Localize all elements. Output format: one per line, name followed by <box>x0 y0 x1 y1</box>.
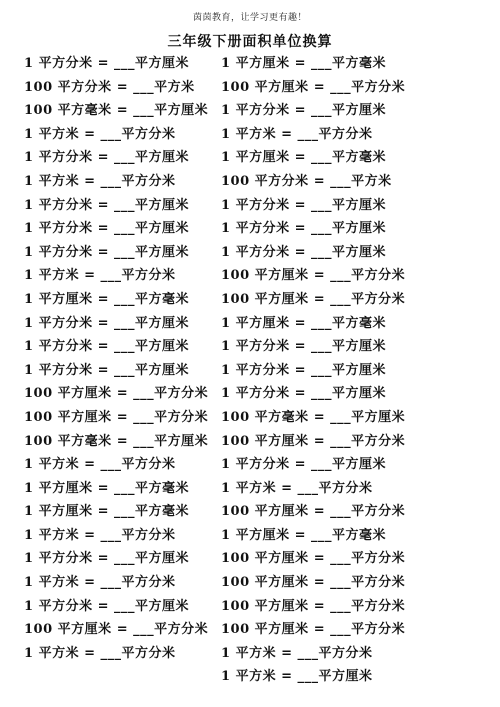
exercise-item: 1 平方分米 = ___平方厘米 <box>24 56 190 71</box>
exercise-item: 1 平方厘米 = ___平方毫米 <box>221 315 387 331</box>
exercise-item: 1 平方米 = ___平方分米 <box>24 126 176 142</box>
exercise-item: 1 平方米 = ___平方分米 <box>24 527 176 543</box>
exercise-item: 100 平方厘米 = ___平方分米 <box>24 409 209 425</box>
exercise-item: 1 平方分米 = ___平方厘米 <box>24 339 190 355</box>
exercise-item: 1 平方分米 = ___平方厘米 <box>221 362 387 378</box>
exercise-item: 1 平方米 = ___平方分米 <box>24 268 176 284</box>
exercise-item: 100 平方厘米 = ___平方分米 <box>221 291 406 307</box>
exercise-item: 1 平方分米 = ___平方厘米 <box>24 551 190 567</box>
exercise-item: 1 平方分米 = ___平方厘米 <box>24 150 190 166</box>
exercise-item: 1 平方分米 = ___平方厘米 <box>221 339 387 355</box>
exercise-item: 100 平方厘米 = ___平方分米 <box>221 504 406 520</box>
left-exercise-column <box>24 52 244 665</box>
exercise-item: 1 平方米 = ___平方分米 <box>221 645 373 661</box>
exercise-item: 100 平方厘米 = ___平方分米 <box>24 622 209 638</box>
exercise-item: 1 平方厘米 = ___平方毫米 <box>24 504 190 520</box>
exercise-item: 100 平方厘米 = ___平方分米 <box>221 79 406 95</box>
exercise-item: 1 平方分米 = ___平方厘米 <box>24 362 190 378</box>
exercise-item: 1 平方厘米 = ___平方毫米 <box>221 56 387 71</box>
exercise-item: 100 平方厘米 = ___平方分米 <box>24 386 209 402</box>
exercise-item: 100 平方厘米 = ___平方分米 <box>221 551 406 567</box>
exercise-item: 1 平方米 = ___平方分米 <box>24 173 176 189</box>
exercise-item: 100 平方厘米 = ___平方分米 <box>221 268 406 284</box>
exercise-item: 1 平方分米 = ___平方厘米 <box>24 197 190 213</box>
page-header: 茵茵教育，让学习更有趣！ <box>192 13 307 23</box>
exercise-item: 1 平方米 = ___平方分米 <box>24 575 176 591</box>
right-exercise-column <box>221 52 441 689</box>
exercise-item: 1 平方米 = ___平方厘米 <box>221 669 373 685</box>
exercise-item: 1 平方分米 = ___平方厘米 <box>24 598 190 614</box>
exercise-item: 1 平方分米 = ___平方厘米 <box>221 457 387 473</box>
exercise-item: 100 平方厘米 = ___平方分米 <box>221 575 406 591</box>
exercise-item: 100 平方毫米 = ___平方厘米 <box>24 103 209 119</box>
exercise-item: 1 平方厘米 = ___平方毫米 <box>221 527 387 543</box>
exercise-item: 100 平方厘米 = ___平方分米 <box>221 433 406 449</box>
exercise-item: 1 平方分米 = ___平方厘米 <box>221 197 387 213</box>
exercise-item: 1 平方分米 = ___平方厘米 <box>24 221 190 237</box>
exercise-item: 1 平方米 = ___平方分米 <box>24 645 176 661</box>
exercise-item: 1 平方厘米 = ___平方毫米 <box>24 480 190 496</box>
exercise-item: 100 平方分米 = ___平方米 <box>221 173 392 189</box>
exercise-item: 1 平方米 = ___平方分米 <box>221 480 373 496</box>
exercise-item: 1 平方分米 = ___平方厘米 <box>24 315 190 331</box>
exercise-item: 100 平方厘米 = ___平方分米 <box>221 598 406 614</box>
worksheet-title: 三年级下册面积单位换算 <box>167 34 333 50</box>
exercise-item: 100 平方分米 = ___平方米 <box>24 79 195 95</box>
exercise-item: 100 平方厘米 = ___平方分米 <box>221 622 406 638</box>
exercise-item: 1 平方分米 = ___平方厘米 <box>221 244 387 260</box>
exercise-item: 1 平方分米 = ___平方厘米 <box>221 103 387 119</box>
exercise-item: 100 平方毫米 = ___平方厘米 <box>221 409 406 425</box>
exercise-item: 1 平方厘米 = ___平方毫米 <box>221 150 387 166</box>
exercise-item: 1 平方分米 = ___平方厘米 <box>221 386 387 402</box>
exercise-item: 1 平方米 = ___平方分米 <box>221 126 373 142</box>
exercise-item: 1 平方分米 = ___平方厘米 <box>24 244 190 260</box>
exercise-item: 100 平方毫米 = ___平方厘米 <box>24 433 209 449</box>
exercise-item: 1 平方厘米 = ___平方毫米 <box>24 291 190 307</box>
exercise-item: 1 平方米 = ___平方分米 <box>24 457 176 473</box>
exercise-item: 1 平方分米 = ___平方厘米 <box>221 221 387 237</box>
